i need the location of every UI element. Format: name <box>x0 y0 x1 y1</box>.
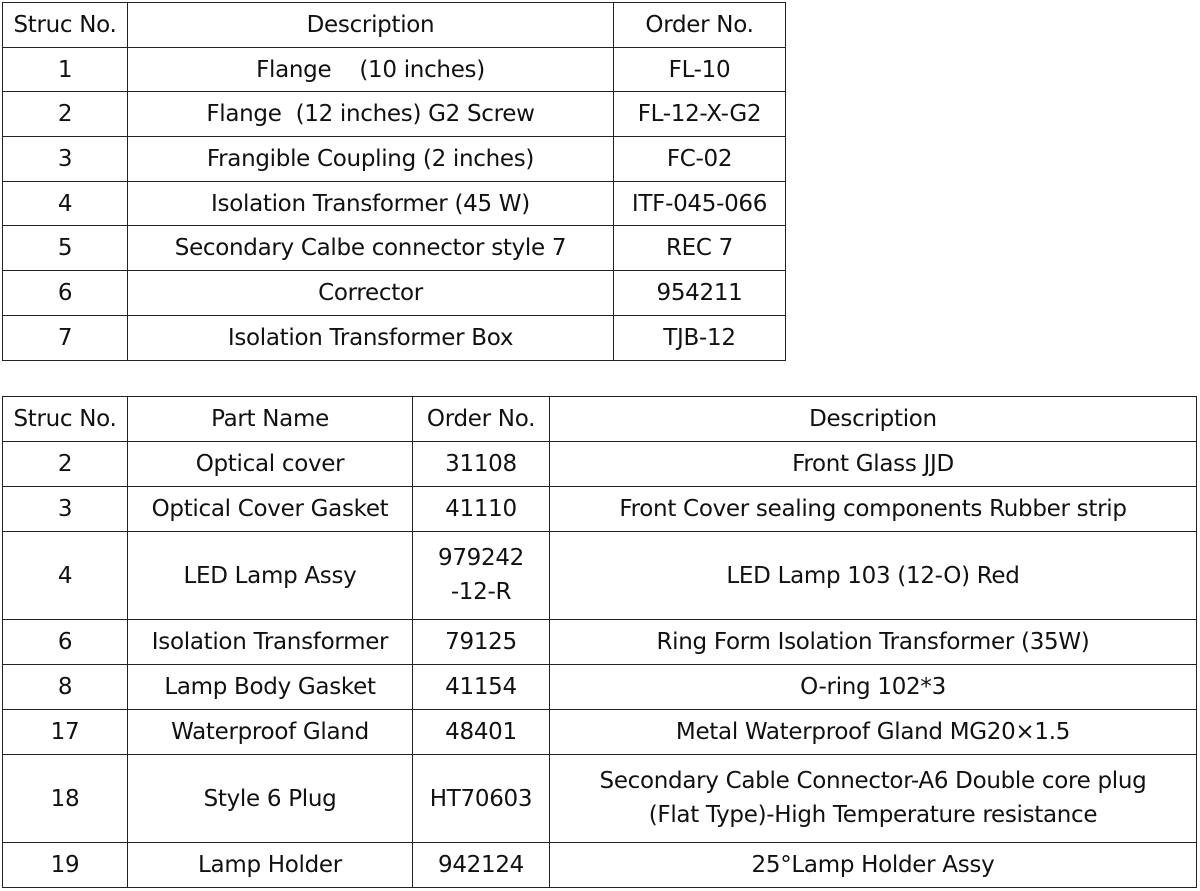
parts-table-1 <box>2 2 786 361</box>
table-row <box>3 226 786 271</box>
table-row <box>3 487 1197 532</box>
description-cell: Isolation Transformer Box <box>128 315 614 360</box>
table-row <box>3 271 786 316</box>
table-row <box>3 665 1197 710</box>
column-header: Order No. <box>413 397 550 442</box>
table-row <box>3 755 1197 843</box>
column-header: Struc No. <box>3 397 128 442</box>
table-row <box>3 710 1197 755</box>
table-row <box>3 315 786 360</box>
table-row <box>3 92 786 137</box>
table-row <box>3 442 1197 487</box>
struc-no-cell: 4 <box>3 181 128 226</box>
column-header: Part Name <box>128 397 413 442</box>
column-header: Description <box>128 3 614 48</box>
description-cell: Front Cover sealing components Rubber strip <box>550 487 1197 532</box>
part-name-cell: Optical cover <box>128 442 413 487</box>
description-cell: Isolation Transformer (45 W) <box>128 181 614 226</box>
order-no-cell: FL-12-X-G2 <box>614 92 786 137</box>
order-no-cell: REC 7 <box>614 226 786 271</box>
description-cell: 25°Lamp Holder Assy <box>550 843 1197 888</box>
part-name-cell: Lamp Holder <box>128 843 413 888</box>
description-cell: LED Lamp 103 (12-O) Red <box>550 532 1197 620</box>
description-cell: Front Glass JJD <box>550 442 1197 487</box>
part-name-cell: Optical Cover Gasket <box>128 487 413 532</box>
part-name-cell: LED Lamp Assy <box>128 532 413 620</box>
description-cell: Flange (12 inches) G2 Screw <box>128 92 614 137</box>
order-no-cell: FL-10 <box>614 47 786 92</box>
struc-no-cell: 3 <box>3 487 128 532</box>
description-cell: Metal Waterproof Gland MG20×1.5 <box>550 710 1197 755</box>
order-no-cell: ITF-045-066 <box>614 181 786 226</box>
table-row <box>3 47 786 92</box>
table-header-row <box>3 397 1197 442</box>
struc-no-cell: 2 <box>3 92 128 137</box>
table-row <box>3 532 1197 620</box>
struc-no-cell: 5 <box>3 226 128 271</box>
table-row <box>3 843 1197 888</box>
description-cell: Corrector <box>128 271 614 316</box>
description-cell: Ring Form Isolation Transformer (35W) <box>550 620 1197 665</box>
table-header-row <box>3 3 786 48</box>
struc-no-cell: 8 <box>3 665 128 710</box>
part-name-cell: Lamp Body Gasket <box>128 665 413 710</box>
column-header: Struc No. <box>3 3 128 48</box>
order-no-cell: HT70603 <box>413 755 550 843</box>
struc-no-cell: 18 <box>3 755 128 843</box>
column-header: Description <box>550 397 1197 442</box>
order-no-cell: 48401 <box>413 710 550 755</box>
struc-no-cell: 17 <box>3 710 128 755</box>
part-name-cell: Waterproof Gland <box>128 710 413 755</box>
order-no-cell: 979242 -12-R <box>413 532 550 620</box>
struc-no-cell: 2 <box>3 442 128 487</box>
order-no-cell: FC-02 <box>614 137 786 182</box>
struc-no-cell: 7 <box>3 315 128 360</box>
description-cell: Flange (10 inches) <box>128 47 614 92</box>
table-row <box>3 181 786 226</box>
description-cell: Secondary Cable Connector-A6 Double core plug (Flat Type)-High Temperature resistance <box>550 755 1197 843</box>
parts-table-2 <box>2 396 1197 888</box>
struc-no-cell: 6 <box>3 271 128 316</box>
struc-no-cell: 6 <box>3 620 128 665</box>
description-cell: Secondary Calbe connector style 7 <box>128 226 614 271</box>
order-no-cell: 79125 <box>413 620 550 665</box>
table-row <box>3 620 1197 665</box>
order-no-cell: 954211 <box>614 271 786 316</box>
order-no-cell: 41154 <box>413 665 550 710</box>
part-name-cell: Style 6 Plug <box>128 755 413 843</box>
description-cell: Frangible Coupling (2 inches) <box>128 137 614 182</box>
order-no-cell: TJB-12 <box>614 315 786 360</box>
description-cell: O-ring 102*3 <box>550 665 1197 710</box>
struc-no-cell: 3 <box>3 137 128 182</box>
order-no-cell: 31108 <box>413 442 550 487</box>
column-header: Order No. <box>614 3 786 48</box>
table-row <box>3 137 786 182</box>
struc-no-cell: 1 <box>3 47 128 92</box>
part-name-cell: Isolation Transformer <box>128 620 413 665</box>
struc-no-cell: 4 <box>3 532 128 620</box>
order-no-cell: 41110 <box>413 487 550 532</box>
order-no-cell: 942124 <box>413 843 550 888</box>
struc-no-cell: 19 <box>3 843 128 888</box>
